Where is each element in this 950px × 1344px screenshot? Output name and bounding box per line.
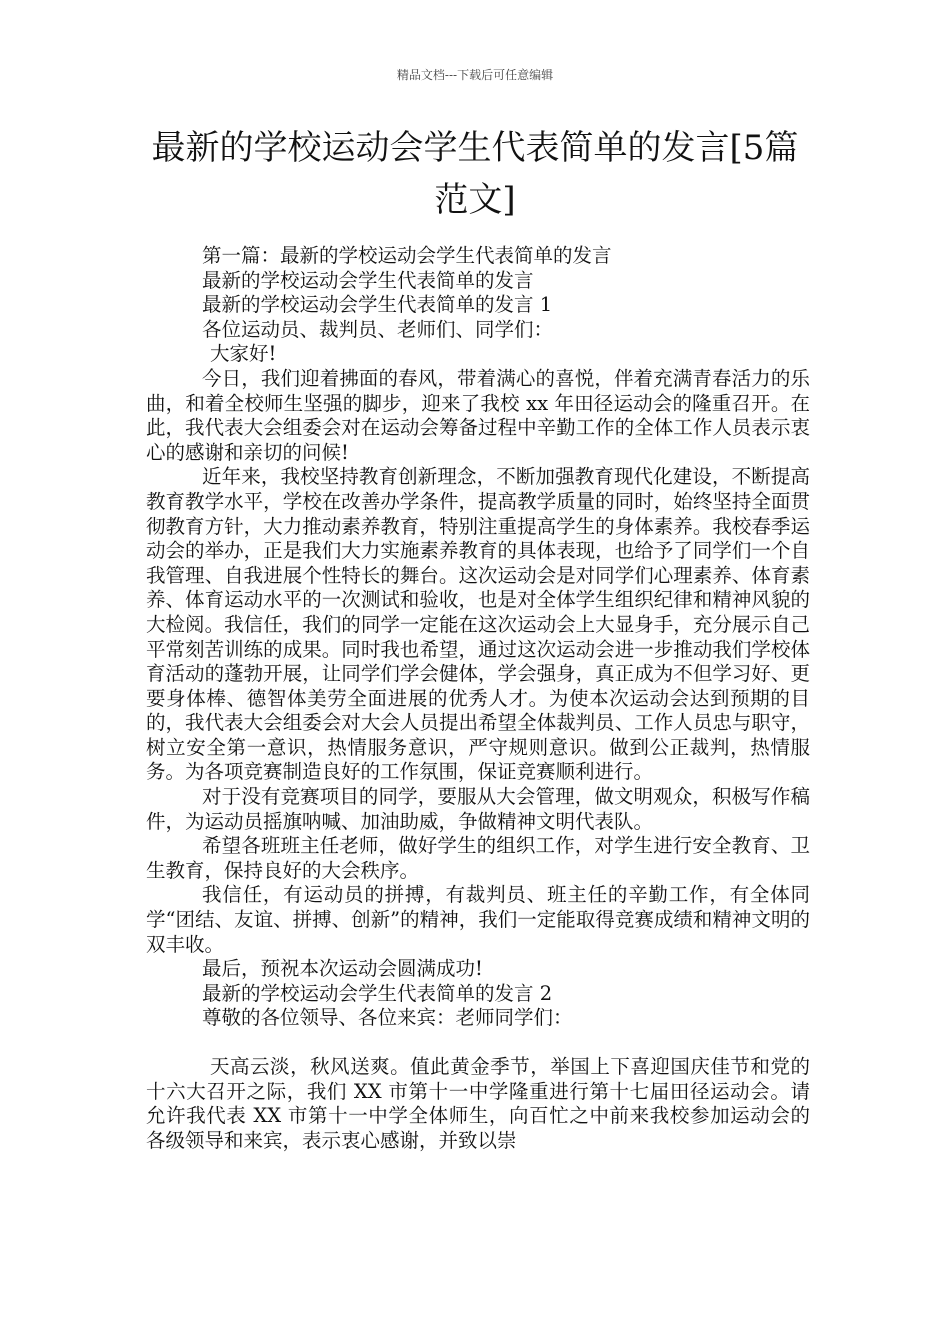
body-paragraph: 天高云淡，秋风送爽。值此黄金季节，举国上下喜迎国庆佳节和党的十六大召开之际，我们 XX 市第十一中学隆重进行第十七届田径运动会。请允许我代表 XX 市第十一中学全体师生，向百忙之中前来我校参加运动会的各级领导和来宾，表示衷心感谢，并致以崇 xyxy=(146,1055,810,1152)
blank-line xyxy=(146,1031,810,1055)
page-header-note: 精品文档---下载后可任意编辑 xyxy=(396,68,554,82)
document-body xyxy=(146,244,810,1153)
speech-heading-2: 最新的学校运动会学生代表简单的发言 2 xyxy=(202,981,553,1005)
greeting: 大家好! xyxy=(210,342,277,366)
salutation: 尊敬的各位领导、各位来宾：老师同学们： xyxy=(202,1006,573,1030)
document-title: 最新的学校运动会学生代表简单的发言[5篇范文] xyxy=(151,128,799,220)
closing-line: 最后，预祝本次运动会圆满成功! xyxy=(202,957,483,981)
body-paragraph: 我信任，有运动员的拼搏，有裁判员、班主任的辛勤工作，有全体同学“团结、友谊、拼搏、创新”的精神，我们一定能取得竞赛成绩和精神文明的双丰收。 xyxy=(146,883,810,956)
salutation: 各位运动员、裁判员、老师们、同学们： xyxy=(202,317,554,341)
speech-heading-1: 最新的学校运动会学生代表简单的发言 1 xyxy=(202,293,553,317)
body-paragraph: 今日，我们迎着拂面的春风，带着满心的喜悦，伴着充满青春活力的乐曲，和着全校师生坚强的脚步，迎来了我校 xx 年田径运动会的隆重召开。在此，我代表大会组委会对在运动会筹备过程中辛勤工作的全体工作人员表示衷心的感谢和亲切的问候! xyxy=(146,366,810,464)
body-paragraph: 希望各班班主任老师，做好学生的组织工作，对学生进行安全教育、卫生教育，保持良好的大会秩序。 xyxy=(146,834,810,882)
body-paragraph: 对于没有竞赛项目的同学，要服从大会管理，做文明观众，积极写作稿件，为运动员摇旗呐喊、加油助威，争做精神文明代表队。 xyxy=(146,785,810,833)
body-paragraph: 近年来，我校坚持教育创新理念，不断加强教育现代化建设，不断提高教育教学水平，学校在改善办学条件，提高教学质量的同时，始终坚持全面贯彻教育方针，大力推动素养教育，特别注重提高学生的身体素养。我校春季运动会的举办，正是我们大力实施素养教育的具体表现，也给予了同学们一个自我管理、自我进展个性特长的舞台。这次运动会是对同学们心理素养、体育素养、体育运动水平的一次测试和验收，也是对全体学生组织纪律和精神风貌的大检阅。我信任，我们的同学一定能在这次运动会上大显身手，充分展示自己平常刻苦训练的成果。同时我也希望，通过这次运动会进一步推动我们学校体育活动的蓬勃开展，让同学们学会健体，学会强身，真正成为不但学习好、更要身体棒、德智体美劳全面进展的优秀人才。为使本次运动会达到预期的目的，我代表大会组委会对大会人员提出希望全体裁判员、工作人员忠与职守，树立安全第一意识，热情服务意识，严守规则意识。做到公正裁判，热情服务。为各项竞赛制造良好的工作氛围，保证竞赛顺利进行。 xyxy=(146,465,810,784)
section-heading: 第一篇：最新的学校运动会学生代表简单的发言 xyxy=(202,244,612,267)
subtitle-line: 最新的学校运动会学生代表简单的发言 xyxy=(202,268,534,292)
